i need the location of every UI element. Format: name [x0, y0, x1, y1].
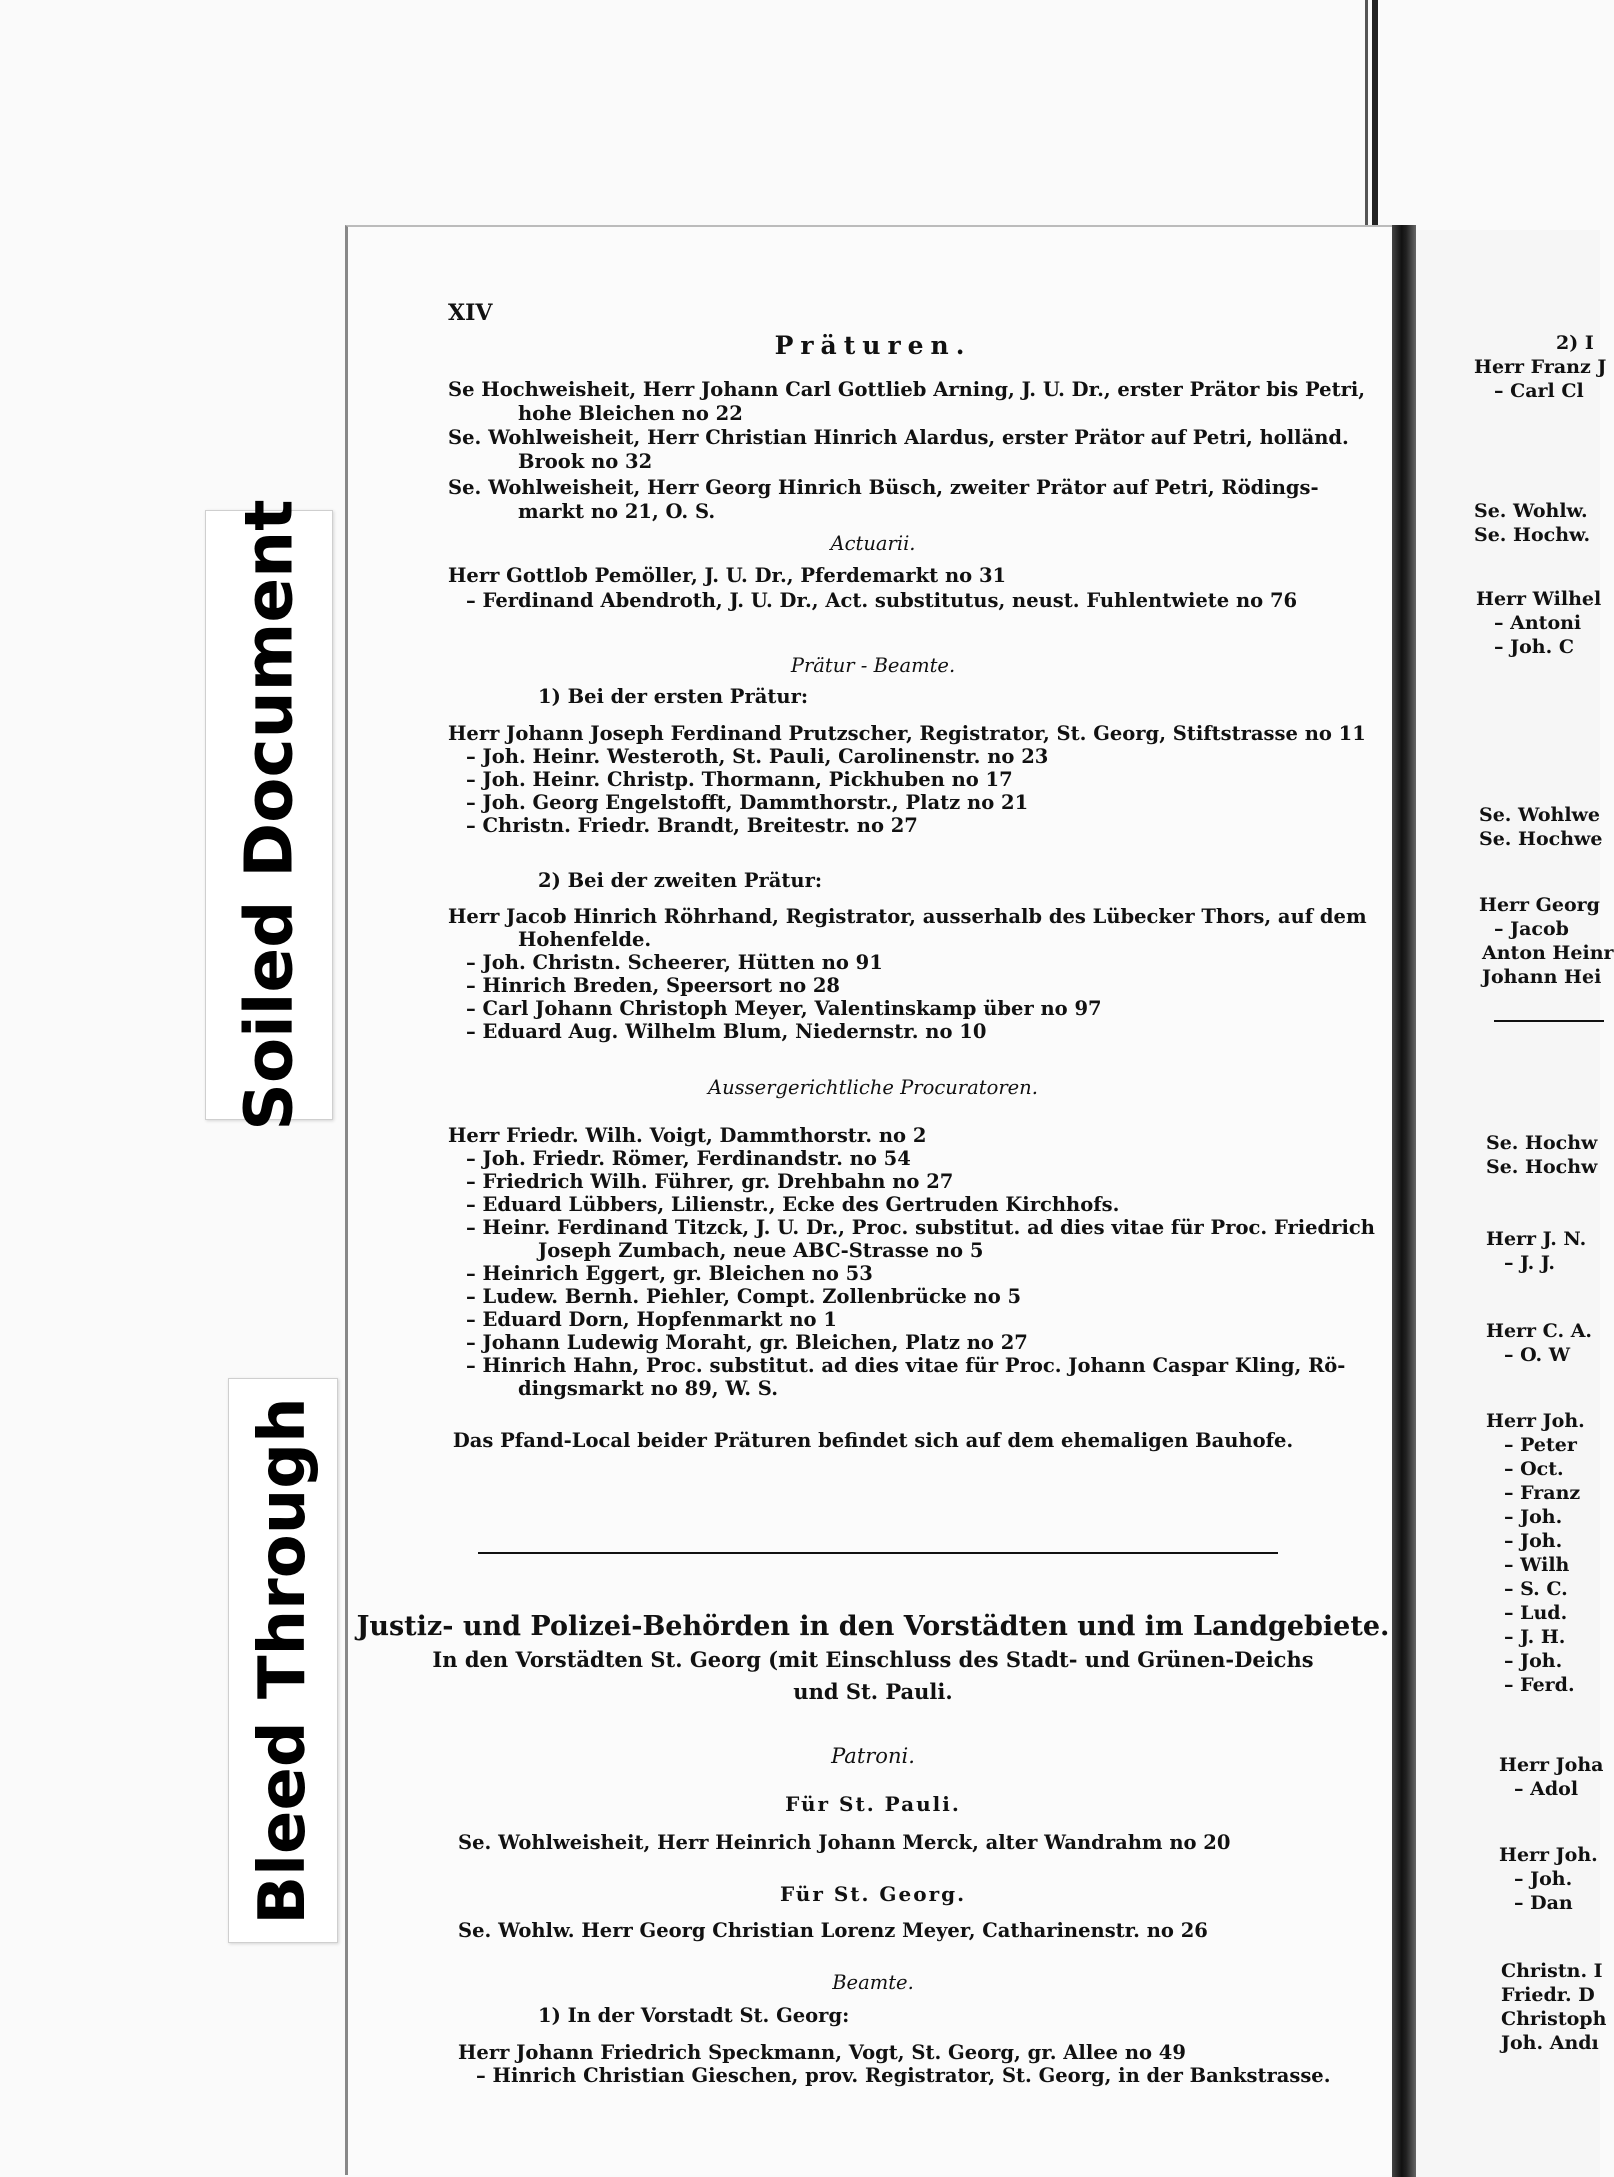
section-heading: Präturen. — [774, 331, 972, 360]
text-line: – Ferd. — [1504, 1674, 1575, 1696]
section-subtitle: In den Vorstädten St. Georg (mit Einschluss des Stadt- und Grünen-Deichs — [432, 1647, 1314, 1672]
text-line: Herr Franz J — [1474, 356, 1607, 378]
text-line: Se. Wohlweisheit, Herr Georg Hinrich Büsch, zweiter Prätor auf Petri, Rödings- — [448, 476, 1319, 499]
subheading: Für St. Pauli. — [785, 1792, 961, 1816]
text-line: Herr Georg — [1479, 894, 1600, 916]
text-line: Se. Hochwe — [1479, 828, 1603, 850]
text-line: – Joh. — [1504, 1506, 1563, 1528]
text-line: – O. W — [1504, 1344, 1571, 1366]
text-line: Brook no 32 — [518, 450, 653, 473]
text-line: dingsmarkt no 89, W. S. — [518, 1377, 778, 1400]
text-line: – Joh. Friedr. Römer, Ferdinandstr. no 54 — [466, 1147, 911, 1170]
text-line: – Hinrich Breden, Speersort no 28 — [466, 974, 840, 997]
adjacent-page — [1416, 230, 1614, 2177]
text-line: Johann Hei — [1482, 966, 1602, 988]
text-line: Se. Wohlw. Herr Georg Christian Lorenz Meyer, Catharinenstr. no 26 — [458, 1919, 1208, 1942]
text-line: Christoph — [1501, 2008, 1607, 2030]
text-line: – Joh. Christn. Scheerer, Hütten no 91 — [466, 951, 883, 974]
text-line: Se. Wohlwe — [1479, 804, 1600, 826]
text-line: – Joh. C — [1494, 636, 1574, 658]
text-line: – S. C. — [1504, 1578, 1568, 1600]
text-line: Se. Hochw — [1486, 1156, 1598, 1178]
note-line: Das Pfand-Local beider Präturen befindet sich auf dem ehemaligen Bauhofe. — [452, 1429, 1294, 1452]
section-divider — [1494, 1020, 1604, 1022]
text-line: – Joh. — [1504, 1650, 1563, 1672]
subheading: Patroni. — [831, 1744, 915, 1768]
text-line: Se. Wohlw. — [1474, 500, 1588, 522]
text-line: Herr Johann Friedrich Speckmann, Vogt, St. Georg, gr. Allee no 49 — [458, 2041, 1186, 2064]
text-line: – Eduard Lübbers, Lilienstr., Ecke des Gertruden Kirchhofs. — [466, 1193, 1120, 1216]
subheading: Aussergerichtliche Procuratoren. — [708, 1076, 1038, 1099]
text-line: 1) Bei der ersten Prätur: — [538, 685, 809, 708]
text-line: – Adol — [1514, 1778, 1579, 1800]
subheading: Für St. Georg. — [779, 1882, 967, 1906]
subheading: Beamte. — [832, 1971, 914, 1994]
text-line: Friedr. D — [1501, 1984, 1595, 2006]
text-line: Herr Joh. — [1499, 1844, 1598, 1866]
text-line: 2) Bei der zweiten Prätur: — [538, 869, 823, 892]
page-number: XIV — [448, 300, 493, 326]
text-line: markt no 21, O. S. — [518, 500, 716, 523]
bleed-through-tab — [228, 1378, 338, 1943]
soiled-document-tab — [205, 499, 333, 1131]
text-line: – Johann Ludewig Moraht, gr. Bleichen, Platz no 27 — [466, 1331, 1028, 1354]
text-line: – Franz — [1504, 1482, 1581, 1504]
tab-label: Bleed Through — [246, 1396, 320, 1925]
text-line: – Ferdinand Abendroth, J. U. Dr., Act. substitutus, neust. Fuhlentwiete no 76 — [466, 589, 1298, 612]
text-line: Se. Hochw. — [1474, 524, 1591, 546]
text-line: – Carl Cl — [1494, 380, 1584, 402]
text-line: – Ludew. Bernh. Piehler, Compt. Zollenbrücke no 5 — [466, 1285, 1022, 1308]
text-line: Herr Johann Joseph Ferdinand Prutzscher, Registrator, St. Georg, Stiftstrasse no 11 — [448, 722, 1366, 745]
text-line: – Joh. — [1514, 1868, 1573, 1890]
book-gutter — [1392, 225, 1416, 2177]
text-line: – Joh. Georg Engelstofft, Dammthorstr., Platz no 21 — [466, 791, 1029, 814]
text-line: – Antoni — [1494, 612, 1582, 634]
text-line: – Heinr. Ferdinand Titzck, J. U. Dr., Proc. substitut. ad dies vitae für Proc. Friedrich — [466, 1216, 1375, 1239]
text-line: – Oct. — [1504, 1458, 1564, 1480]
document-page — [345, 225, 1395, 2175]
text-line: – Wilh — [1504, 1554, 1570, 1576]
text-line: Herr Jacob Hinrich Röhrhand, Registrator, ausserhalb des Lübecker Thors, auf dem — [448, 905, 1367, 928]
text-line: Anton Heinr — [1482, 942, 1614, 964]
text-line: 1) In der Vorstadt St. Georg: — [538, 2004, 850, 2027]
text-line: Hohenfelde. — [518, 928, 652, 951]
text-line: – Christn. Friedr. Brandt, Breitestr. no 27 — [466, 814, 918, 837]
text-line: Herr C. A. — [1486, 1320, 1593, 1342]
section-title: Justiz- und Polizei-Behörden in den Vorstädten und im Landgebiete. — [356, 1611, 1390, 1642]
text-line: – Lud. — [1504, 1602, 1568, 1624]
text-line: Se. Wohlweisheit, Herr Christian Hinrich Alardus, erster Prätor auf Petri, holländ. — [448, 426, 1349, 449]
text-line: – Eduard Dorn, Hopfenmarkt no 1 — [466, 1308, 837, 1331]
text-line: hohe Bleichen no 22 — [518, 402, 743, 425]
section-divider — [478, 1552, 1278, 1554]
tab-label: Soiled Document — [230, 499, 308, 1131]
text-line: – Hinrich Hahn, Proc. substitut. ad dies vitae für Proc. Johann Caspar Kling, Rö- — [466, 1354, 1346, 1377]
text-line: – Carl Johann Christoph Meyer, Valentinskamp über no 97 — [466, 997, 1102, 1020]
bleed-rule — [1372, 0, 1378, 225]
text-line: – Joh. Heinr. Westeroth, St. Pauli, Carolinenstr. no 23 — [466, 745, 1049, 768]
text-line: – Joh. Heinr. Christp. Thormann, Pickhuben no 17 — [466, 768, 1013, 791]
text-line: Herr Joh. — [1486, 1410, 1585, 1432]
text-line: Se. Hochw — [1486, 1132, 1598, 1154]
text-line: – Hinrich Christian Gieschen, prov. Registrator, St. Georg, in der Bankstrasse. — [476, 2064, 1331, 2087]
text-line: – J. J. — [1504, 1252, 1555, 1274]
subheading: Prätur - Beamte. — [790, 654, 956, 677]
section-subtitle: und St. Pauli. — [793, 1679, 953, 1704]
text-line: – Friedrich Wilh. Führer, gr. Drehbahn no 27 — [466, 1170, 954, 1193]
text-line: Se Hochweisheit, Herr Johann Carl Gottlieb Arning, J. U. Dr., erster Prätor bis Petri, — [448, 378, 1366, 401]
text-line: Herr J. N. — [1486, 1228, 1587, 1250]
text-line: Se. Wohlweisheit, Herr Heinrich Johann Merck, alter Wandrahm no 20 — [458, 1831, 1231, 1854]
text-line: 2) I — [1556, 332, 1594, 354]
text-line: Herr Wilhel — [1476, 588, 1602, 610]
subheading: Actuarii. — [830, 532, 916, 555]
text-line: – Joh. — [1504, 1530, 1563, 1552]
text-line: Joh. Andı — [1501, 2032, 1599, 2054]
text-line: Joseph Zumbach, neue ABC-Strasse no 5 — [538, 1239, 984, 1262]
text-line: – Heinrich Eggert, gr. Bleichen no 53 — [466, 1262, 873, 1285]
text-line: Christn. I — [1501, 1960, 1603, 1982]
text-line: – Eduard Aug. Wilhelm Blum, Niedernstr. no 10 — [466, 1020, 987, 1043]
text-line: – Peter — [1504, 1434, 1577, 1456]
text-line: – Jacob — [1494, 918, 1569, 940]
text-line: Herr Joha — [1499, 1754, 1604, 1776]
text-line: Herr Friedr. Wilh. Voigt, Dammthorstr. no 2 — [448, 1124, 927, 1147]
bleed-rule — [1365, 0, 1368, 225]
text-line: Herr Gottlob Pemöller, J. U. Dr., Pferdemarkt no 31 — [448, 564, 1007, 587]
text-line: – J. H. — [1504, 1626, 1566, 1648]
text-line: – Dan — [1514, 1892, 1573, 1914]
